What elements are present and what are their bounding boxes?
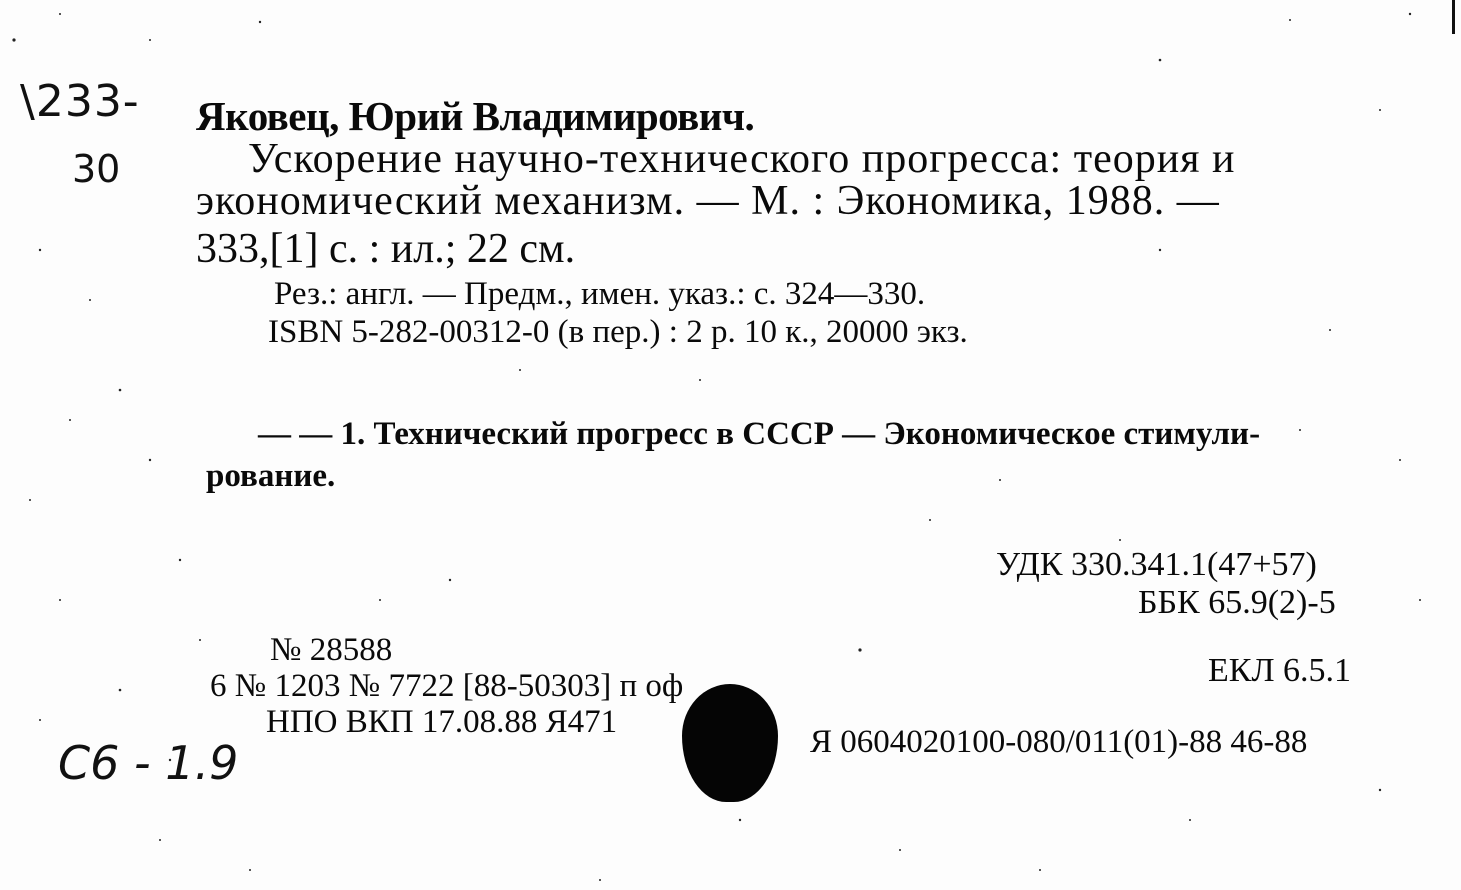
shelf-mark-line2: 30 — [72, 147, 121, 191]
imprint-number: № 28588 — [270, 632, 393, 668]
card-heading-author: Яковец, Юрий Владимирович. — [196, 93, 755, 139]
card-edge-mark — [1452, 0, 1455, 34]
subject-line-1: — — 1. Технический прогресс в СССР — Экономическое стимули- — [258, 416, 1261, 452]
handwritten-note: С6 - 1.9 — [58, 736, 239, 790]
title-line-1: Ускорение научно-технического прогресса: теория и — [248, 136, 1236, 182]
catalog-code: Я 0604020100-080/011(01)-88 46-88 — [810, 724, 1308, 760]
title-line-3: 333,[1] с. : ил.; 22 см. — [196, 226, 576, 272]
bbk-code: ББК 65.9(2)-5 — [1138, 584, 1336, 621]
notes-line-1: Рез.: англ. — Предм., имен. указ.: с. 324—330. — [274, 276, 926, 312]
imprint-line-1: 6 № 1203 № 7722 [88-50303] п оф — [210, 668, 684, 704]
udk-code: УДК 330.341.1(47+57) — [996, 546, 1317, 583]
ekl-code: ЕКЛ 6.5.1 — [1208, 652, 1352, 689]
title-line-2: экономический механизм. — М. : Экономика, 1988. — — [196, 178, 1220, 224]
notes-line-2: ISBN 5-282-00312-0 (в пер.) : 2 р. 10 к., 20000 экз. — [268, 314, 968, 350]
imprint-line-2: НПО ВКП 17.08.88 Я471 — [266, 704, 618, 740]
punch-hole — [682, 684, 778, 802]
subject-line-2: рование. — [206, 458, 336, 494]
shelf-mark-line1: \233- — [20, 76, 140, 127]
